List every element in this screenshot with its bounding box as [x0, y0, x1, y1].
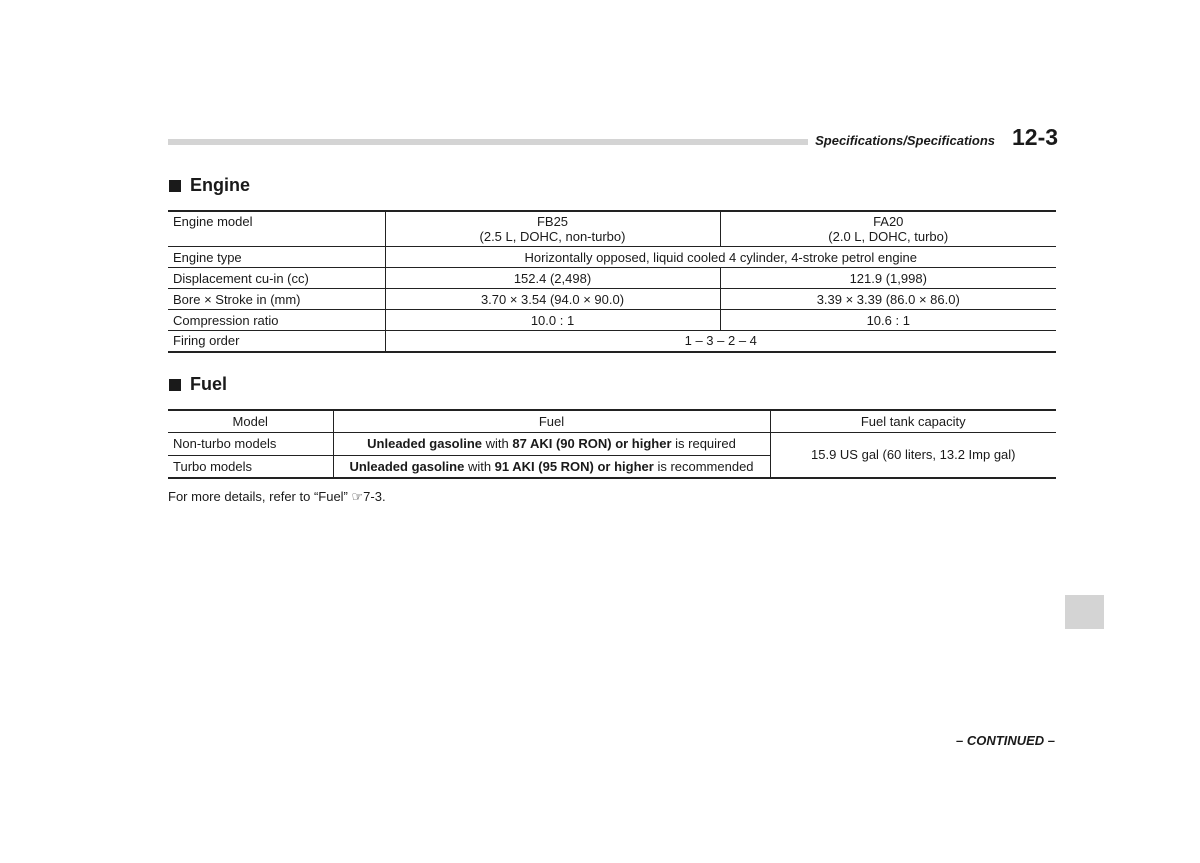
- fuel-spec-table: [168, 409, 1056, 479]
- page-number: 12-3: [1012, 124, 1059, 150]
- square-bullet-icon: [169, 379, 181, 391]
- fb25-name: FB25: [536, 214, 569, 229]
- fb25-value: 10.0 : 1: [385, 310, 720, 331]
- engine-heading-text: Engine: [190, 175, 251, 195]
- fa20-value: 10.6 : 1: [720, 310, 1056, 331]
- fuel-connector: with: [482, 436, 513, 451]
- fuel-type: Unleaded gasoline: [349, 458, 465, 474]
- row-label: Firing order: [168, 331, 385, 352]
- table-row: [168, 268, 1056, 289]
- table-row: [168, 331, 1056, 352]
- fa20-value: 3.39 × 3.39 (86.0 × 86.0): [720, 289, 1056, 310]
- table-header-row: [168, 410, 1056, 432]
- octane-rating: 87 AKI (90 RON) or higher: [512, 436, 672, 451]
- fb25-value: 3.70 × 3.54 (94.0 × 90.0): [385, 289, 720, 310]
- row-value: 1 – 3 – 2 – 4: [385, 331, 1056, 352]
- model-name: Non-turbo models: [168, 432, 333, 455]
- table-row: [168, 211, 1056, 247]
- fa20-desc: (2.0 L, DOHC, turbo): [828, 229, 949, 244]
- row-label: Compression ratio: [168, 310, 385, 331]
- header-rule: [168, 139, 808, 145]
- fuel-requirement: [333, 455, 770, 478]
- table-row: [168, 247, 1056, 268]
- fa20-value: 121.9 (1,998): [720, 268, 1056, 289]
- continued-label: – CONTINUED –: [956, 733, 1055, 748]
- fb25-value: 152.4 (2,498): [385, 268, 720, 289]
- table-row: [168, 289, 1056, 310]
- fuel-requirement: [333, 432, 770, 455]
- table-row: [168, 432, 1056, 455]
- table-row: [168, 310, 1056, 331]
- running-header-title: Specifications/Specifications: [815, 133, 995, 148]
- row-label: Engine type: [168, 247, 385, 268]
- fb25-desc: (2.5 L, DOHC, non-turbo): [479, 229, 626, 244]
- chapter-tab-marker: [1065, 595, 1104, 629]
- fa20-name: FA20: [873, 214, 904, 229]
- fuel-tank-capacity: 15.9 US gal (60 liters, 13.2 Imp gal): [770, 432, 1056, 478]
- fuel-type: Unleaded gasoline: [367, 436, 483, 451]
- fuel-connector: with: [464, 458, 495, 474]
- fuel-qualifier: is required: [671, 436, 736, 451]
- fuel-qualifier: is recommended: [653, 458, 754, 474]
- square-bullet-icon: [169, 180, 181, 192]
- fuel-heading: [169, 374, 227, 395]
- row-value: Horizontally opposed, liquid cooled 4 cylinder, 4-stroke petrol engine: [385, 247, 1056, 268]
- model-name: Turbo models: [168, 455, 333, 478]
- engine-spec-table: [168, 210, 1056, 353]
- fa20-cell: [720, 211, 1056, 247]
- fb25-cell: [385, 211, 720, 247]
- engine-heading: [169, 175, 250, 196]
- column-header: Fuel tank capacity: [770, 410, 1056, 432]
- reference-note: For more details, refer to “Fuel” ☞7-3.: [168, 489, 386, 504]
- column-header: Model: [168, 410, 333, 432]
- row-label: Engine model: [168, 211, 385, 247]
- fuel-heading-text: Fuel: [190, 374, 228, 394]
- row-label: Displacement cu-in (cc): [168, 268, 385, 289]
- row-label: Bore × Stroke in (mm): [168, 289, 385, 310]
- octane-rating: 91 AKI (95 RON) or higher: [494, 458, 654, 474]
- column-header: Fuel: [333, 410, 770, 432]
